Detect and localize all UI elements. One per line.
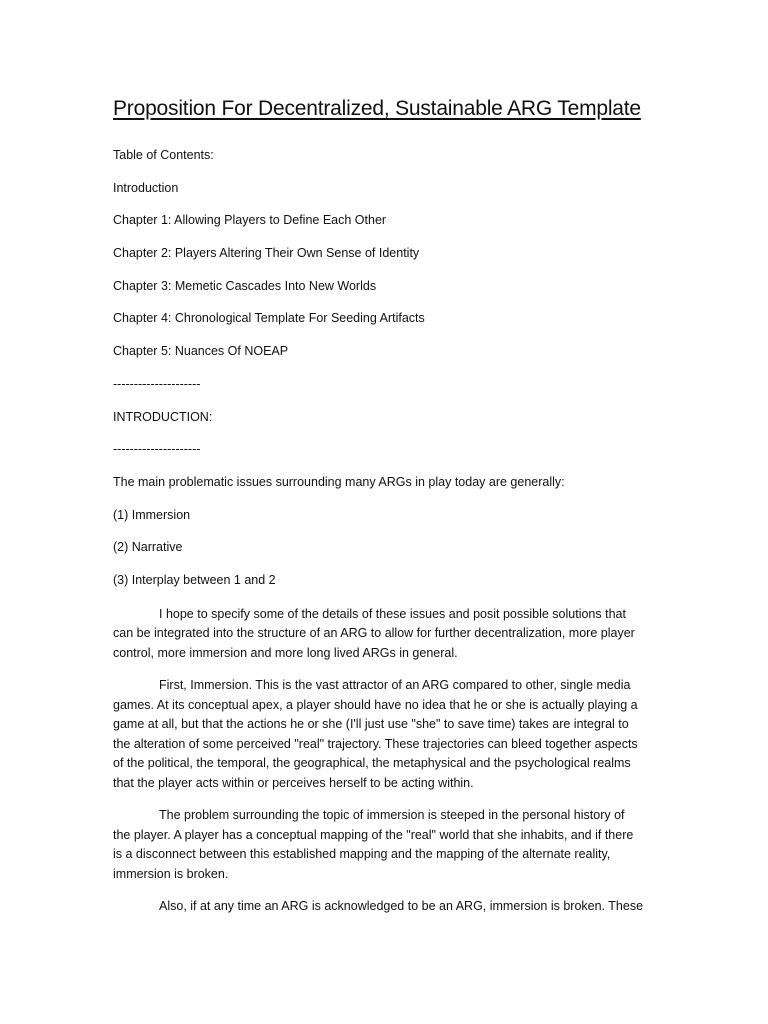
issue-item: (3) Interplay between 1 and 2 bbox=[113, 572, 276, 587]
paragraph-problem bbox=[113, 806, 653, 884]
paragraph-immersion bbox=[113, 676, 653, 794]
issue-item: (2) Narrative bbox=[113, 540, 183, 555]
paragraph-line: the player. A player has a conceptual mapping of the "real" world that she inhabits, and if there bbox=[113, 827, 634, 842]
document-title: Proposition For Decentralized, Sustainable ARG Template bbox=[113, 97, 641, 120]
paragraph-line: can be integrated into the structure of an ARG to allow for further decentralization, more player bbox=[113, 626, 635, 641]
paragraph-line: immersion is broken. bbox=[113, 866, 229, 881]
paragraph-line: the alteration of some perceived "real" trajectory. These trajectories can bleed together aspects bbox=[113, 736, 638, 751]
paragraph-also bbox=[113, 897, 653, 917]
issue-item: (1) Immersion bbox=[113, 507, 191, 522]
paragraph-line: game at all, but that the actions he or she (I'll just use "she" to save time) takes are integral to bbox=[113, 717, 629, 732]
toc-heading: Table of Contents: bbox=[113, 148, 214, 162]
intro-heading: INTRODUCTION: bbox=[113, 409, 213, 424]
paragraph-line: games. At its conceptual apex, a player should have no idea that he or she is actually playing a bbox=[113, 697, 638, 712]
toc-item-chapter-5: Chapter 5: Nuances Of NOEAP bbox=[113, 344, 289, 359]
toc-item-chapter-1: Chapter 1: Allowing Players to Define Each Other bbox=[113, 213, 387, 228]
toc-item-chapter-3: Chapter 3: Memetic Cascades Into New Worlds bbox=[113, 278, 377, 293]
paragraph-line: Also, if at any time an ARG is acknowledged to be an ARG, immersion is broken. These bbox=[159, 898, 644, 913]
paragraph-line: First, Immersion. This is the vast attractor of an ARG compared to other, single media bbox=[159, 677, 631, 692]
document-body bbox=[113, 96, 653, 929]
divider-bottom: --------------------- bbox=[113, 442, 201, 457]
toc-item-introduction: Introduction bbox=[113, 180, 179, 195]
paragraph-line: is a disconnect between this established mapping and the mapping of the alternate reality, bbox=[113, 847, 611, 862]
divider-top: --------------------- bbox=[113, 376, 201, 391]
paragraph-line: control, more immersion and more long lived ARGs in general. bbox=[113, 645, 458, 660]
issues-intro: The main problematic issues surrounding many ARGs in play today are generally: bbox=[113, 474, 565, 489]
toc-item-chapter-2: Chapter 2: Players Altering Their Own Sense of Identity bbox=[113, 246, 420, 261]
paragraph-line: of the political, the temporal, the geographical, the metaphysical and the psychological realms bbox=[113, 756, 631, 771]
paragraph-line: I hope to specify some of the details of these issues and posit possible solutions that bbox=[159, 606, 626, 621]
paragraph-line: that the player acts within or perceives herself to be acting within. bbox=[113, 775, 474, 790]
toc-item-chapter-4: Chapter 4: Chronological Template For Seeding Artifacts bbox=[113, 311, 425, 326]
paragraph-hope bbox=[113, 605, 653, 664]
paragraph-line: The problem surrounding the topic of immersion is steeped in the personal history of bbox=[159, 807, 625, 822]
